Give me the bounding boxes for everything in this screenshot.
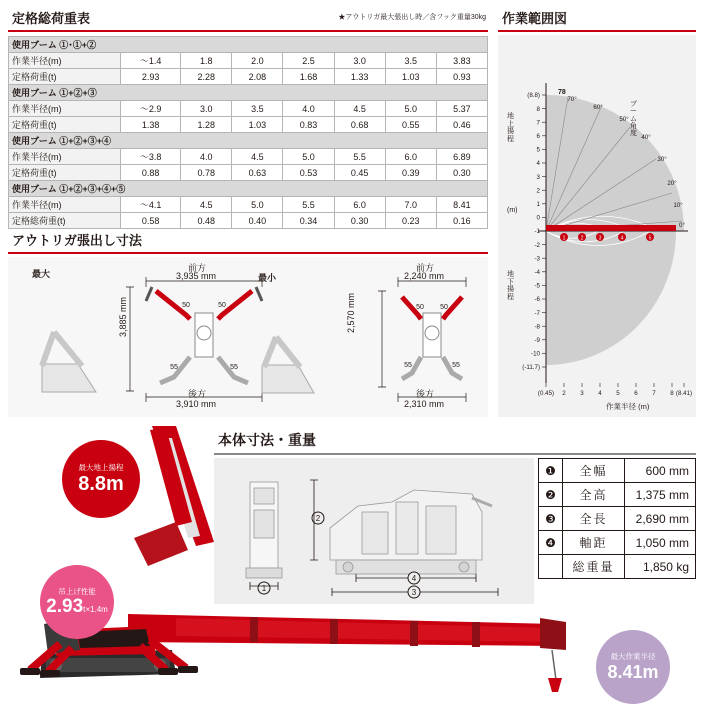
outrigger-title: アウトリガ張出し寸法 (8, 228, 488, 254)
work-range-y-tick: -4 (534, 269, 540, 276)
svg-text:50: 50 (416, 304, 424, 311)
dimension-marker: ❹ (539, 531, 563, 555)
work-range-boom-marker: 2 (580, 235, 584, 242)
work-range-chart (498, 35, 696, 417)
outrigger-min-front-label: 前方 (416, 263, 435, 273)
work-range-y-tick: 8 (536, 105, 540, 113)
work-range-y-tick: 5 (536, 146, 540, 154)
table-cell: 5.5 (283, 197, 334, 213)
work-range-y-tick: 6 (536, 133, 540, 140)
row-label: 定格荷重(t) (9, 69, 121, 85)
outrigger-min-rear-dim: 2,310 mm (404, 399, 445, 409)
dimension-marker: ❸ (539, 507, 563, 531)
outrigger-min-label: 最小 (258, 273, 277, 283)
table-row (9, 69, 488, 85)
dimension-marker: ❶ (539, 459, 563, 483)
table-cell: 2.0 (232, 53, 283, 69)
work-range-y-tick: -3 (534, 255, 540, 263)
work-range-y-tick: (-11.7) (522, 364, 540, 372)
outrigger-max-front-dim: 3,935 mm (176, 271, 217, 281)
svg-text:55: 55 (452, 362, 460, 369)
work-range-upper-axis-label: 地上揚程 (507, 113, 514, 144)
work-range-y-tick: 4 (536, 160, 540, 168)
table-row (9, 213, 488, 229)
max-radius-bubble (596, 630, 670, 704)
dimension-label: 軸距 (563, 531, 625, 555)
work-range-angle-label: 20° (667, 180, 677, 187)
table-cell: 0.30 (436, 165, 487, 181)
table-row (9, 101, 488, 117)
work-range-angle-label: 30° (657, 156, 667, 163)
dimension-label: 全幅 (563, 459, 625, 483)
outrigger-max-width-dim: 3,885 mm (118, 296, 128, 337)
load-chart-panel (8, 6, 488, 229)
dimension-value: 2,690 mm (625, 507, 696, 531)
work-range-x-tick: 4 (598, 390, 602, 397)
work-range-x-tick: (0.45) (537, 390, 555, 397)
outrigger-max-rear-label: 後方 (188, 389, 207, 399)
table-row (9, 117, 488, 133)
table-cell: 3.0 (334, 53, 385, 69)
row-label: 定格荷重(t) (9, 165, 121, 181)
table-cell: 2.08 (232, 69, 283, 85)
dimension-row (539, 531, 696, 555)
svg-text:50: 50 (218, 302, 226, 309)
work-range-x-tick: 8 (670, 390, 674, 397)
table-cell: 5.0 (283, 149, 334, 165)
table-cell: 0.34 (283, 213, 334, 229)
table-cell: 4.5 (232, 149, 283, 165)
table-cell: 6.89 (436, 149, 487, 165)
table-row (9, 149, 488, 165)
table-cell: 0.58 (121, 213, 181, 229)
table-cell: ～1.4 (121, 53, 181, 69)
svg-text:55: 55 (170, 364, 178, 371)
table-cell: 0.83 (283, 117, 334, 133)
table-cell: 7.0 (385, 197, 436, 213)
row-label: 作業半径(m) (9, 53, 121, 69)
work-range-boom-marker: 5 (648, 235, 652, 242)
dimension-row (539, 459, 696, 483)
work-range-y-tick: 1 (536, 201, 540, 208)
table-cell: 0.55 (385, 117, 436, 133)
outrigger-drawing (8, 257, 488, 417)
work-range-x-axis-label: 作業半径 (m) (606, 402, 650, 411)
dimensions-panel (214, 428, 696, 600)
table-cell: 1.68 (283, 69, 334, 85)
table-cell: 4.0 (181, 149, 232, 165)
svg-text:50: 50 (182, 302, 190, 309)
dimensions-drawing (214, 458, 534, 604)
table-cell: 6.0 (385, 149, 436, 165)
svg-text:2: 2 (315, 514, 321, 523)
work-range-y-tick: -5 (534, 282, 540, 290)
dimension-label: 総重量 (563, 555, 625, 579)
table-cell: 0.53 (283, 165, 334, 181)
work-range-angle-label: 40° (641, 134, 651, 141)
load-chart-section-label: 使用ブーム ①+②+③+④ (9, 133, 488, 149)
load-chart-section-header (9, 85, 488, 101)
table-row (9, 53, 488, 69)
table-cell: ～4.1 (121, 197, 181, 213)
work-range-panel (498, 6, 696, 414)
outrigger-max-rear-dim: 3,910 mm (176, 399, 217, 409)
load-chart-section-label: 使用ブーム ①･①+② (9, 37, 488, 53)
work-range-y-tick: -10 (531, 350, 540, 358)
max-radius-value: 8.41m (607, 661, 659, 682)
svg-text:50: 50 (440, 304, 448, 311)
table-cell: 5.37 (436, 101, 487, 117)
work-range-max-boom-label: 78 (558, 89, 566, 96)
svg-text:55: 55 (404, 362, 412, 369)
work-range-y-tick: -1 (534, 228, 540, 236)
lift-capacity-value (46, 597, 108, 616)
work-range-x-tick: 6 (634, 390, 638, 397)
table-row (9, 197, 488, 213)
outrigger-min-width-dim: 2,570 mm (346, 292, 356, 333)
work-range-angle-label: 60° (593, 104, 603, 111)
table-cell: 2.28 (181, 69, 232, 85)
table-cell: 5.0 (232, 197, 283, 213)
row-label: 作業半径(m) (9, 101, 121, 117)
table-cell: 0.46 (436, 117, 487, 133)
work-range-angle-label: 70° (567, 96, 577, 103)
dimension-row (539, 483, 696, 507)
dimension-value: 1,375 mm (625, 483, 696, 507)
svg-text:3: 3 (411, 588, 417, 597)
work-range-y-tick: -9 (534, 337, 540, 344)
dimension-label: 全高 (563, 483, 625, 507)
work-range-title: 作業範囲図 (498, 6, 696, 32)
table-cell: 0.93 (436, 69, 487, 85)
lift-capacity-number: 2.93 (46, 596, 84, 618)
work-range-boom-marker: 1 (562, 235, 566, 242)
table-row (9, 165, 488, 181)
outrigger-panel (8, 228, 488, 413)
work-range-angle-label: 10° (673, 202, 683, 209)
table-cell: ～3.8 (121, 149, 181, 165)
max-height-value: 8.8m (78, 472, 124, 495)
dimension-marker (539, 555, 563, 579)
table-cell: 8.41 (436, 197, 487, 213)
dimension-marker: ❷ (539, 483, 563, 507)
table-cell: 1.33 (334, 69, 385, 85)
work-range-boom-marker: 3 (598, 235, 602, 242)
table-cell: 2.5 (283, 53, 334, 69)
table-cell: 4.5 (181, 197, 232, 213)
dimension-row (539, 555, 696, 579)
work-range-y-tick: (8.8) (527, 92, 540, 100)
work-range-x-tick: 3 (580, 390, 584, 397)
work-range-boom-marker: 4 (620, 235, 624, 242)
work-range-x-tick: (8.41) (675, 390, 693, 397)
table-cell: 1.38 (121, 117, 181, 133)
dimension-value: 1,850 kg (625, 555, 696, 579)
row-label: 作業半径(m) (9, 149, 121, 165)
dimension-value: 1,050 mm (625, 531, 696, 555)
work-range-y-tick: -7 (534, 309, 540, 317)
table-cell: 0.68 (334, 117, 385, 133)
work-range-y-tick: 0 (536, 214, 540, 222)
table-cell: 0.45 (334, 165, 385, 181)
work-range-y-tick: 2 (536, 187, 540, 195)
load-chart-section-header (9, 37, 488, 53)
table-cell: 5.5 (334, 149, 385, 165)
table-cell: 0.63 (232, 165, 283, 181)
outrigger-max-front-label: 前方 (188, 263, 207, 273)
work-range-y-tick: -8 (534, 323, 540, 331)
table-cell: 0.48 (181, 213, 232, 229)
dimension-value: 600 mm (625, 459, 696, 483)
work-range-y-tick: 3 (536, 173, 540, 181)
table-cell: ～2.9 (121, 101, 181, 117)
table-cell: 3.83 (436, 53, 487, 69)
dimensions-table (538, 458, 696, 579)
work-range-x-tick: 7 (652, 390, 656, 397)
work-range-y-unit: (m) (507, 207, 518, 214)
table-cell: 0.23 (385, 213, 436, 229)
dimension-row (539, 507, 696, 531)
table-cell: 3.5 (385, 53, 436, 69)
max-height-bubble (62, 440, 140, 518)
work-range-x-tick: 2 (562, 390, 566, 397)
table-cell: 5.0 (385, 101, 436, 117)
row-label: 作業半径(m) (9, 197, 121, 213)
table-cell: 3.0 (181, 101, 232, 117)
table-cell: 0.30 (334, 213, 385, 229)
table-cell: 6.0 (334, 197, 385, 213)
work-range-y-tick: -2 (534, 241, 540, 249)
work-range-x-tick: 5 (616, 390, 620, 397)
max-height-caption: 最大地上揚程 (78, 463, 124, 473)
outrigger-min-front-dim: 2,240 mm (404, 271, 445, 281)
dimension-label: 全長 (563, 507, 625, 531)
svg-text:4: 4 (411, 574, 417, 583)
svg-text:55: 55 (230, 364, 238, 371)
table-cell: 0.88 (121, 165, 181, 181)
work-range-angle-label: 50° (619, 116, 629, 123)
table-cell: 3.5 (232, 101, 283, 117)
table-cell: 0.39 (385, 165, 436, 181)
table-cell: 4.0 (283, 101, 334, 117)
table-cell: 1.8 (181, 53, 232, 69)
table-cell: 4.5 (334, 101, 385, 117)
svg-text:1: 1 (261, 584, 267, 593)
table-cell: 1.28 (181, 117, 232, 133)
max-radius-caption: 最大作業半径 (610, 652, 656, 662)
load-chart-title: 定格総荷重表 (8, 6, 488, 32)
row-label: 定格総荷重(t) (9, 213, 121, 229)
table-cell: 0.40 (232, 213, 283, 229)
table-cell: 0.78 (181, 165, 232, 181)
lift-capacity-bubble (40, 565, 114, 639)
row-label: 定格荷重(t) (9, 117, 121, 133)
load-chart-section-header (9, 133, 488, 149)
table-cell: 0.16 (436, 213, 487, 229)
load-chart-table (8, 36, 488, 229)
work-range-angle-label: 0° (679, 222, 685, 229)
load-chart-section-label: 使用ブーム ①+②+③ (9, 85, 488, 101)
work-range-lower-axis-label: 地下揚程 (507, 271, 514, 302)
table-cell: 1.03 (385, 69, 436, 85)
table-cell: 2.93 (121, 69, 181, 85)
lift-capacity-caption: 吊上げ性能 (58, 586, 96, 596)
outrigger-max-label: 最大 (32, 269, 51, 279)
work-range-y-tick: -6 (534, 296, 540, 304)
table-cell: 1.03 (232, 117, 283, 133)
outrigger-min-rear-label: 後方 (416, 389, 435, 399)
load-chart-section-label: 使用ブーム ①+②+③+④+⑤ (9, 181, 488, 197)
dimensions-title: 本体寸法・重量 (214, 428, 696, 455)
load-chart-note: ★アウトリガ最大張出し時／含フック重量30kg (338, 14, 486, 21)
work-range-boom-angle-label: ブーム角度 (630, 101, 637, 138)
load-chart-section-header (9, 181, 488, 197)
work-range-y-tick: 7 (536, 119, 540, 127)
lift-capacity-sub: t×1.4m (83, 605, 108, 615)
